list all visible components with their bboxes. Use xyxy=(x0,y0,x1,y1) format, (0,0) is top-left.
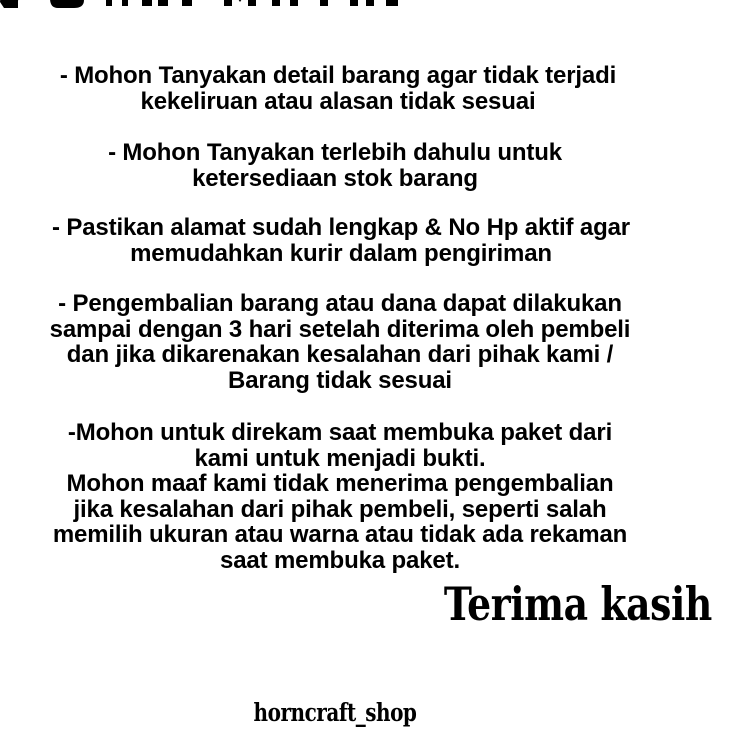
note-paragraph-address xyxy=(0,215,712,266)
note-line: - Pastikan alamat sudah lengkap & No Hp aktif agar xyxy=(52,214,630,241)
blackletter-heading-fragment xyxy=(0,0,414,10)
note-line: memilih ukuran atau warna atau tidak ada rekaman xyxy=(52,521,628,548)
note-line: dan jika dikarenakan kesalahan dari pihak kami / xyxy=(66,341,614,368)
clipped-heading-decoration xyxy=(0,0,414,10)
note-line: sampai dengan 3 hari setelah diterima oleh pembeli xyxy=(49,315,631,343)
note-line: kekeliruan atau alasan tidak sesuai xyxy=(140,87,536,115)
note-line: Barang tidak sesuai xyxy=(228,366,452,394)
shop-name: horncraft_shop xyxy=(253,698,417,727)
note-line: - Mohon Tanyakan terlebih dahulu untuk xyxy=(108,139,562,166)
note-paragraph-stock xyxy=(0,140,700,191)
note-line: Mohon maaf kami tidak menerima pengembalian xyxy=(66,470,614,497)
note-line: -Mohon untuk direkam saat membuka paket dari xyxy=(67,419,613,446)
note-paragraph-returns xyxy=(0,291,708,393)
closing-thanks: Terima kasih xyxy=(443,577,712,631)
note-line: - Mohon Tanyakan detail barang agar tidak terjadi xyxy=(59,62,617,89)
note-line: memudahkan kurir dalam pengiriman xyxy=(130,239,552,267)
note-line: kami untuk menjadi bukti. xyxy=(194,444,486,472)
note-paragraph-detail xyxy=(0,63,688,114)
note-line: saat membuka paket. xyxy=(220,546,460,574)
note-line: - Pengembalian barang atau dana dapat dilakukan xyxy=(58,290,622,317)
note-line: jika kesalahan dari pihak pembeli, seperti salah xyxy=(73,495,607,523)
note-line: ketersediaan stok barang xyxy=(192,164,478,192)
note-paragraph-unboxing-video xyxy=(0,420,710,573)
